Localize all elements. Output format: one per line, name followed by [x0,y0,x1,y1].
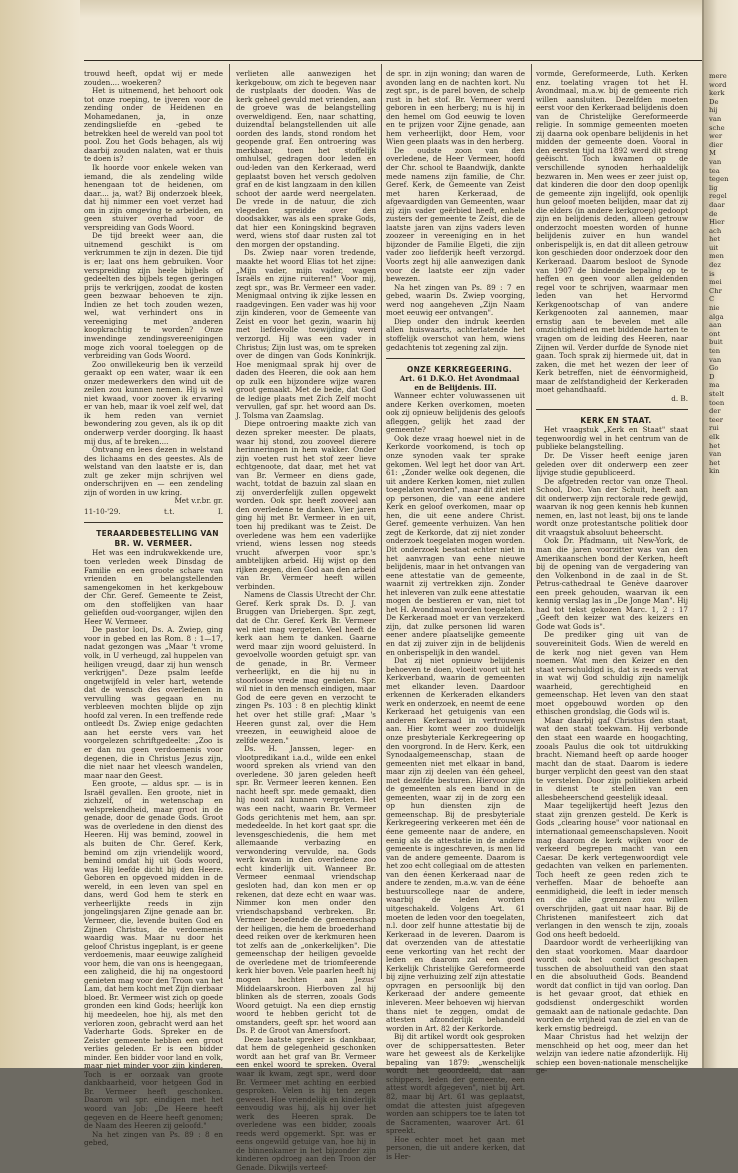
article-heading: KERK EN STAAT. [580,416,652,426]
paragraph: De afgetreden rector van onze Theol. School, Doc. Van der Schuit, heeft aan dit onderwerp zijn rectorale rede gewijd, waarvan ik nog geen kennis heb kunnen nemen, en, last not least, bij ons te lande wordt onze protestantsche politiek door dit vraagstuk absoluut beheerscht. [536,476,688,537]
letter-date: 11-10-'29. [84,506,121,516]
edge-fragment: M [709,149,716,158]
next-page-text-fragments [709,72,737,476]
edge-fragment: Chr [709,286,722,295]
edge-fragment: teer [709,415,724,424]
article-separator [84,522,223,523]
edge-fragment: der [709,407,721,416]
edge-fragment: ach [709,226,722,235]
paragraph: Wanneer echter voluwassenen uit andere Kerken overkomen, moeten ook zij opnieuw belijdenis des geloofs afleggen, gelijk het zaad der gemeente? [386,391,525,435]
edge-fragment: nie [709,304,720,313]
column-divider [229,64,230,979]
paragraph: Een groote, — aldus spr. — is in Israël gevallen. Een groote, niet in zichzelf, of in wetenschap en welsprekendheid, maar groot in de genade, door de genade Gods. Groot was de overledene in den dienst des Heeren. Hij was bemind, zoowel in als buiten de Chr. Geref. Kerk, bemind om zijn vriendelijk woord, bemind omdat hij uit Gods woord, was Hij leefde dicht bij den Heere. Geboren en opgevoed midden in de wereld, in een leven van spel en dans, werd God hem te sterk en verheerlijkte reeds in zijn jongelingsjaren Zijne genade aan br. Vermeer, die, levende buiten God en Zijnen Christus, de verdoemenis waardig was. Maar nu door het geloof Christus ingeplant, is er geene verdoemenis, maar eeuwige zaligheid voor hem, die van ons is heengegaan, een zaligheid, die hij na ongestoord genieten mag voor den Troon van het Lam, dat hem kocht met Zijn dierbaar bloed. Br. Vermeer wist zich op goede gronden een kind Gods; heerlijk kon hij meedeelen, hoe hij, als met den verloren zoon, gebracht werd aan het Vaderharte Gods. Spreker en de Zeister gemeente hebben een groot verlies geleden. Er is een bidder minder. Een bidder voor land en volk, maar niet minder voor zijn kinderen. Toch is er oorzaak van groote dankbaarheid, voor hetgeen God in Br. Vermeer heeft geschonken. Daarom wil spr. eindigen met het woord van Job: „De Heere heeft gegeven en de Heere heeft genomen; de Naam des Heeren zij geloofd." [84,779,223,1131]
paragraph: Ontvang en lees dezen in welstand des lichaams en des geestes. Als de welstand van den laatste er is, dan zult ge zeker mijn schrijven wel onderschrijven en — een zendeling zijn of worden in uw kring. [84,445,223,497]
edge-fragment: aan [709,321,722,330]
column-divider [531,64,532,979]
paragraph: vormde, Gereformeerde, Luth. Kerken enz. toelating vragen tot het H. Avondmaal, m.a.w. bij de gemeente rich willen aansluiten. Dezelfden moeten eerst voor den Kerkeraad belijdenis doen van de Christelijke Gereformeerde religie. In sommige gemeenten moeten zij daarna ook openbare belijdenis in het midden der gemeente doen. Vooral in den eersten tijd na 1892 werd dit streng geëischt. Toch kwamen op de verschillende synoden herhaaldelijk bezwaren in. Men wees er zeer juist op, dat kinderen die door den doop openlijk de gemeente zijn ingelijfd, ook openlijk hun geloof moeten belijden, maar dat zij die elders (in andere kerkgroep) gedoopt zijn en belijdenis deden, alleen getrouw onderzocht moesten worden of hunne belijdenis zuiver en hun wandel onberispelijk is, en dat dit alleen getrouw kon geschieden door onderzoek door den Kerkeraad. Daarom besloot de Synode van 1907 de bindende bepaling op te heffen en geen voor allen geldenden regel voor te schrijven, waarmaar men leden van het Hervormd Kerkgenootschap of van andere Kerkgenooten zal aannemen, maar ernstig aan te bevelen met alle omzichtigheid en met biddende harten te vragen om de leiding des Heeren, naar Zijnen wil. Verder durfde de Synode niet gaan. Toch sprak zij hiermede uit, dat in zaken, die met het wezen der leer of Kerk betreffen, niet de éénvormigheid, maar de zelfstandigheid der Kerkeraden moet gehandhaafd. [536,69,689,395]
edge-fragment: van [709,355,722,364]
paragraph: Het is uitnemend, het behoort ook tot onze roeping, te ijveren voor de zending onder de Heidenen en Mohamedanen, ja, in onze zendingsliefde en -gebed te betrekken heel de wereld van pool tot pool. Zou het Gods behagen, als wij daarbij zouden nalaten, wat er thuis te doen is? [84,86,223,164]
column-3 [386,70,525,1161]
letter-signature-line [84,508,223,517]
paragraph: Het was een indrukwekkende ure, toen verleden week Dinsdag de Familie en een groote schare van vrienden en belangstellenden samengekomen in het kerkgebouw der Chr. Geref. Gemeente te Zeist, om den stoffelijken van haar geliefden oud-voorganger, wijlen den Heer W. Vermeer. [84,548,223,626]
paragraph: Diep onder den indruk keerden allen huiswaarts, achterlatende het stoffelijk overschot van hem, wiens gedachtenis tot zegening zal zijn. [386,316,525,352]
edge-fragment: ont [709,329,721,338]
binding-gutter [0,0,80,1068]
article-subheading: Art. 61 D.K.O. Het Avondmaal en de Belijdenis. III. [399,374,520,392]
column-2 [236,70,376,1173]
paragraph: Na het zingen van Ps. 89 : 8 en gebed, [84,1129,223,1148]
paragraph: Diepe ontroering maakte zich van dezen spreker meester. De plaats, waar hij stond, zou zooveel dierere herinneringen in hem wakker. Onder zijn voeten rust het stof zeer lieve echtgenoote, dat daar, met het vat van Br. Vermeer en diens gade, wacht, totdat de bazuin zal slaan en zij onverderfelijk zullen opgewekt worden. Ook spr. heeft zooveel aan den overledene te danken. Vier jaren ging hij met Br. Vermeer in en uit, toen hij predikant was te Zeist. De overledene was hem een vaderlijke vriend, wiens lessen nog steeds vrucht afwerpen voor spr.'s ambtelijken arbeid. Hij wijst op den rijken zegen, dien God aan den arbeid van Br. Vermeer heeft willen verbinden. [236,419,376,591]
article-separator [536,409,688,410]
edge-fragment: Hier [709,218,725,227]
letter-signoff: I. [217,506,223,516]
paragraph: Zoo onwillekeurig ben ik verzeild geraakt op een water, waar ik een onzer medewerkers den wind uit de zeilen zou kunnen nemen. Hij is wel niet kwaad, voor zoover ik ervaring er van heb, maar ik voel zelf wel, dat ik hem reden van verniet bewondering zou geven, als ik op dit onderwerp verder doorging. Ik haast mij dus, af te breken.... [84,359,223,446]
edge-fragment: van [709,157,722,166]
paragraph: De oudste zoon van den overledene, de Heer Vermeer, hoofd der Chr. school te Baandwijk, dankte mede namens zijn familie, de Chr. Geref. Kerk, de Gemeente van Zeist met haren Kerkeraad, de afgevaardigden van Gemeenten, waar zij zijn vader geërbied heeft, enhele zusters der gemeente te Zeist, die de laatste jaren van zijns vaders leven zoozeer in vereeniging en in het bijzonder de Familie Elgeti, die zijn vader zoo liefderijk heeft verzorgd. Voorts zegt hij alle aanwezigen dank voor de laatste eer zijn vader bewezen. [386,145,525,284]
letter-initials: t.t. [164,506,175,516]
edge-fragment: sche [709,123,725,132]
paragraph: trouwd heeft, opdat wij er mede zouden.... woekeren? [84,69,223,87]
paragraph: Bij dit artikel wordt ook gesproken over de schippersattesten. Beter ware het geweest als de Kerkelijke bepaling van 1879: „wenschelijk wordt het geoordeeld, dat aan schippers, leden der gemeente, een attest wordt afgegeven", niet bij Art. 82, maar bij Art. 61 was geplaatst, omdat die attesten juist afgegeven worden aan schippers toe te laten tot de Sacramenten, waarover Art. 61 spreekt. [386,1032,525,1136]
edge-fragment: mei [709,278,722,287]
edge-fragment: D [709,372,715,381]
column-1 [84,70,223,1148]
edge-fragment: alga [709,312,724,321]
top-rule [84,60,702,61]
paragraph: Maar Christus had het welzijn der menschheid op het oog, meer dan het welzijn van iedere natie afzonderlijk. Hij schiep een boven-nationale menschelijke ge- [536,1032,688,1076]
edge-fragment: regel [709,192,727,201]
paragraph: De prediker ging uit van de souvereiniteit Gods. Wien de wereld en de kerk nog niet geven van Hem noemen. Wat men den Keizer en den staat verschuldigd is, dat is reeds vervat in wat wij God schuldig zijn namelijk waarheid, gerechtigheid en gemeenschap. Het leven van den staat moet opgebouwd worden op den ethischen grondslag, die Gods wil is. [536,630,688,717]
closing-greeting: Met v.r.br. gr. [174,496,223,506]
edge-fragment: wer [709,132,723,141]
paragraph: De pastor loci, Ds. A. Zwiep, ging voor in gebed en las Rom. 8 : 1—17, nadat gezongen was „Maar 't vrome volk, in U verheugd, zal huppelen van heiligen vreugd, daar zij hun wensch verkrijgen". Deze psalm leefde ongetwijfeld in veler hart, wetende dat de wensch des overledenen in vervulling was gegaan en nu verbleeven mochten blijde op zijn hoofd zal veren. In een treffende rede ontleedt Ds. Zwiep enige gedachten aan het eerste vers van het voorgelezen schriftgedeelte: „Zoo is er dan nu geen verdoemenis voor degenen, die in Christus Jezus zijn, die niet naar het vleesch wandelen, maar naar den Geest. [84,625,223,780]
edge-fragment: het [709,235,721,244]
edge-fragment: tea [709,166,720,175]
edge-fragment: het [709,458,721,467]
edge-fragment: hij [709,106,718,115]
edge-fragment: het [709,441,721,450]
edge-fragment: De [709,97,719,106]
article-heading: TERAARDEBESTELLING VAN BR. W. VERMEER. [96,529,219,549]
edge-fragment: kin [709,467,720,476]
paragraph: verlieten alle aanwezigen het kerkgebouw, om zich te begeven naar de rustplaats der dooden. Was de kerk geheel gevuld met vrienden, aan de groeve was de belangstelling overweldigend. Een, naar schatting, duizendtal belangstellenden uit alle oorden des lands, stond rondom het geopende graf. Een ontroering was merkbaar, toen het stoffelijk omhulsel, gedragen door leden en oud-leden van den Kerkeraad, werd geplaatst boven het versch gedolven graf en de kist langzaam in den killen schoot der aarde werd neergelaten. De vrede in de natuur, die zich vlegeden spreidde over den doodsakker, was als een sprake Gods, dat hier een Koningskind begraven werd, wiens stof daar rusten zal tot den morgen der opstanding. [236,69,376,249]
edge-fragment: stelt [709,389,725,398]
paragraph: Maar tegelijkertijd heeft Jezus den staat zijn grenzen gesteld. De Kerk is Gods „clearing house" voor nationaal en internationaal gemeenschapsleven. Nooit mag daarom de kerk wijken voor de verkeerd begrepen macht van een Caesar. De kerk vertegenwoordigt vele gedachten van velken en parlementen. Toch heeft ze geen reden zich te verheffen. Maar de behoefte aan eenmidigheid, die leeft in ieder mensch en die alle grenzen zou willen overschrijden, gaat uit naar haar. Bij de Christenen manifesteert zich dat verlangen in den wensch te zijn, zooals God ons heeft bedoeld. [536,801,688,939]
edge-fragment: rui [709,424,719,433]
paragraph: Deze laatste spreker is dankbaar, dat hem de gelegenheid geschonken wordt aan het graf van Br. Vermeer een enkel woord te spreken. Overal waar ik kwam, zegt spr., werd door Br. Vermeer met achting en eerbied gesproken. Velen is hij ten zegen geweest. Hoe vriendelijk en kinderlijk eenvoudig was hij, als hij over het werk des Heeren sprak. De overledene was een bidder, zooals reeds werd opgemerkt. Spr. was er eens ongewild getuige van, hoe hij in de binnenkamer in het bijzonder zijn kinderen opdroeg aan den Troon der Genade. Dikwijls verteef- [236,1034,376,1172]
paragraph: Daardoor wordt de verheerlijking van den staat voorkomen. Maar daardoor wordt ook het conflict geschapen tusschen de absoluutheid van den staat en die absoluutheid Gods. Beandend wordt dat conflict in tijd van oorlog. Dan is het gevaar groot, dat ethiek en godsdienst ondergeschikt worden gemaakt aan de nationale gedachte. Dan worden de vrijheid van de ziel en van de kerk ernstig bedreigd. [536,938,688,1033]
column-divider [381,64,382,979]
paragraph: Maar daarbij gaf Christus den staat, wat den staat toekwam. Hij verbonde den staat een waarde en hoogachting, zooals Paulus die ook tot uitdrukking bracht. Niemand heeft op aarde hooger macht dan de staat. Daarom is iedere burger verplicht den geest van den staat te verstelen. Door zijn politieken arbeid in dienst te stellen van een allesbeheerschend geestelijk ideaal. [536,715,688,802]
edge-fragment: ma [709,381,720,390]
paragraph: Ds. H. Janssen, leger- en vlootpredikant i.a.d., wilde een enkel woord spreken als vriend van den overledene. 30 jaren geleden heeft spr. Br. Vermeer leeren kennen. Een nacht heeft spr. mede gemaakt, dien hij nooit zal kunnen vergeten. Het was een nacht, waarin Br. Vermeer Gods gerichtenis met hem, aan spr. mededeelde. In het kort gaat spr. die levensgeschiedenis, die hem met allemaande verbazing en verwondering vervulde, na. Gods werk kwam in den overledene zoo echt kinderlijk uit. Wanneer Br. Vermeer eenmaal vriendschap gesloten had, dan kon men er op rekenen, dat deze echt en waar was. Nimmer kon men onder den vriendschapsband verbreken. Br. Vermeer beoefende de gemeenschap der heiligen, die hem de broederhand deed reiken over de kerkmuren heen tot zelfs aan de „onkerkelijken". Die gemeenschap der heiligen gevoelde de overledene met de triomfeerende kerk hier boven. Vele paarlen heeft hij mogen hechten aan Jezus' Middelaarskroon. Hierboven zal hij blinken als de sterren, zooals Gods Woord getuigt. Na een diep ernstig woord te hebben gericht tot de omstanders, geeft spr. het woord aan Ds. P. de Groot van Amersfoort. [236,744,376,1036]
paragraph: Het vraagstuk „Kerk en Staat" staat tegenwoordig wel in het centrum van de publieke belangstelling. [536,425,688,452]
paragraph: De tijd breekt weer aan, die uitnemend geschikt is om verkrummen te zijn in dezen. Die tijd is er; laat ons hem gebruiken. Voor verspreiding zijn heele bijbels of gedeelten des bijbels tegen geringen prijs te verkrijgen, zoodat de kosten geen bezwaar behoeven te zijn. Indien ze het toch zouden wezen, wel, wat verhindert ons in vereeniging met anderen koopkrachtig te worden? Onze inwendinge zendingsvereenigingen moge zich vooral toeleggen op de verbreiding van Gods Woord. [84,231,223,361]
edge-fragment: de [709,209,718,218]
edge-fragment: is [709,269,715,278]
paragraph: Hoe echter moet het gaan met personen, die uit andere kerken, dat is Her- [386,1134,525,1161]
paragraph: Dat zij niet opnieuw belijdenis behoeven te doen, vloeit voort uit het Kerkverband, waarin de gemeenten met elkander leven. Daardoor erkennen de Kerkeraden elkanders werk en onderzoek, en neemt de eene Kerkeraad het getuigenis van een anderen Kerkeraad in vertrouwen aan. Hier komt weer zoo duidelijk onze presbyteriale Kerkregeering op den voorgrond. In de Herv. Kerk, een Synodaalgemeenschap, staan de gemeenten niet met elkaar in band, maar zijn zij deelen van één geheel, met dezelfde besturen. Hiervoor zijn de gemeenten als een band in de gemeenten, waar zij in de zorg een op hun diensten zijn de gemeenschap. Bij de presbyteriale Kerkregeering verkeeren met één de éene gemeente naar de andere, en eenig als de attestatie in de andere gemeente is ingeschreven, is men lid van de andere gemeente. Daarom is het zoo echt collegiaal om de attesten van den éenen Kerkeraad naar de andere te zenden, m.a.w. van de ééne bestuurscollege naar de andere, waarbij de leden worden uitgeschakeld. Volgens Art. 61 moeten de leden voor den toegelaten, n.l. door zelf hunne attestatie bij de Kerkeraad in de leveren. Daarom is dat overzenden van de attestatie eene verkorting van het recht der leden en daarom zal een goed Kerkelijk Christelijke Gereformeerde bij zijne verhuizing zelf zijn attestatie opvragen en persoonlijk bij den Kerkeraad der andere gemeente inleveren. Meer behoeven wij hiervan thans niet te zeggen, omdat de attesten afzonderlijk behandeld worden in Art. 82 der Kerkorde. [386,656,526,1033]
edge-fragment: van [709,450,722,459]
edge-fragment: elk [709,432,720,441]
paragraph: Na het zingen van Ps. 89 : 7 en gebed, waarin Ds. Zwiep voorging, werd nog aangeheven „Zijn Naam moet eeuwig eer ontvangen". [386,282,525,318]
paragraph: Namens de Classis Utrecht der Chr. Geref. Kerk sprak Ds. D. J. van Bruggen van Driebergen. Spr. zegt, dat de Chr. Geref. Kerk Br. Vermeer wel niet mag vergeten. Veel heeft de kerk aan hem te danken. Gaarne werd maar zijn woord geluisterd. In gevoelvolle woorden getuigt spr. van de genade, in Br. Vermeer verheerlijkt, en die hij nu in stoorloose vrede mag genieten. Spr. wil niet in den mensch eindigen, maar God de eere geven en verzocht te zingen Ps. 103 : 8 en plechtig klinkt het over het stille graf: „Maar 's Heeren gunst zal, over die Hem vreezen, in eeuwigheid alooe de zelfde wezen." [236,590,376,745]
article-separator [386,358,525,359]
article-heading: ONZE KERKREGEERING. [406,365,513,375]
edge-fragment: buit [709,338,723,347]
edge-fragment: tegen [709,175,729,184]
edge-fragment: ten [709,347,721,355]
edge-fragment: daar [709,200,725,209]
edge-fragment: toen [709,398,725,407]
paragraph: Ook deze vraag hoewel niet in de Kerkorde voorkomend, is toch op onze synoden vaak ter sprake gekomen. Wel legt het door van Art. 61: „Zonder welke ook degenen, die uit andere Kerken komen, niet zullen toegelaten worden", maar dit ziet niet op personen, die van eene andere Kerk en geloof overkomen, maar op hen, die uit eene andere Christ. Geref. gemeente verhuizen. Van hen zegt de Kerkorde, dat zij niet zonder onderzoek toegelaten mogen worden. Dit onderzoek bestaat echter niet in het aanvragen van eene nieuwe belijdenis, maar in het ontvangen van eene attestatie van de gemeente, waarnit zij vertrekken zijn. Zonder het inleveren van zulk eene attestatie mogen de bestieren er van, niet tot het H. Avondmaal worden toegelaten. De Kerkeraad moet er van verzekerd zijn, dat zulke personen lid waren eener andere plaatselijke gemeente en dat zij zuiver zijn in de belijdenis en onberispelijk in den wandel. [386,433,525,657]
edge-fragment: dez [709,261,721,270]
edge-fragment: mere [709,72,727,80]
edge-fragment: van [709,114,722,123]
paragraph: de spr. in zijn woning; dan waren de avonden lang en de nachten kort. Nu zegt spr., is de parel boven, de schelp rust in het stof. Br. Vermeer werd geboren in een herberg; nu is hij in den hemel om God eeuwig te loven en te prijzen voor Zijne genade, aan hem verheerlijkt, door Hem, voor Wien geen plaats was in den herberg. [386,69,525,147]
edge-fragment: dier [709,140,723,149]
paragraph: Dr. De Visser heeft eenige jaren geleden over dit onderwerp een zeer lijvige studie gepubliceerd. [536,450,688,478]
paragraph: Ik hoorde voor enkele weken van iemand, die als zendeling wilde henengaan tot de heidenen, om daar.... ja, wat? Bij onderzoek bleek, dat hij nimmer een voet verzet had om in zijn omgeving te arbeiden, en geen stuiver overhad voor de verspreiding van Gods Woord. [84,163,223,232]
edge-fragment: word [709,80,727,89]
edge-fragment: Go [709,364,719,373]
column-4 [536,70,688,1076]
author-initials: d. B. [671,393,688,403]
edge-fragment: C [709,295,715,304]
edge-fragment: kerk [709,89,725,98]
paragraph: Ds. Zwiep naar voren tredende, maakte het woord Elias tot het zijne: „Mijn vader, mijn vader, wagen Israëls en zijne ruiteren!" Voor mij, zegt spr., was Br. Vermeer een vader. Menigmaal ontving ik zijke lessen en raadgevingen. Een vader was hij voor zijn kinderen, voor de Gemeente van Zeist en voor het gezin, waarin hij met liefdevolle toewijding werd verzorgd. Hij was een vader in Christus; Zijn lust was, om te spreken over de dingen van Gods Koninkrijk. Hoe menigmaal sprak hij over de daden des Heeren, die ook aan hem op zulk een bijzondere wijze waren groot gemaakt. Met de bede, dat God de ledige plaats met Zich Zelf mocht vervullen, gaf spr. het woord aan Ds. J. Tolsma van Zaamslag. [236,248,376,420]
paragraph: Ook Dr. Pfadmann, uit New-York, de man die jaren voorzitter was van den Amerikaanschen bond der Kerken, heeft bij de opening van de vergadering van den Volkenbond in de zaal in de St. Petrus-cathedraal te Genève daarover een preek gehouden, waarvan ik een kennig verslag las in „De Jonge Man". Hij had tot tekst gekozen Marc. 1, 2 : 17 „Geeft den keizer wat des keizers en Gode wat Gods is". [536,536,688,631]
edge-fragment: men [709,252,724,261]
edge-fragment: lig [709,183,718,192]
edge-fragment: uit [709,243,719,252]
top-page-edge [80,0,704,18]
